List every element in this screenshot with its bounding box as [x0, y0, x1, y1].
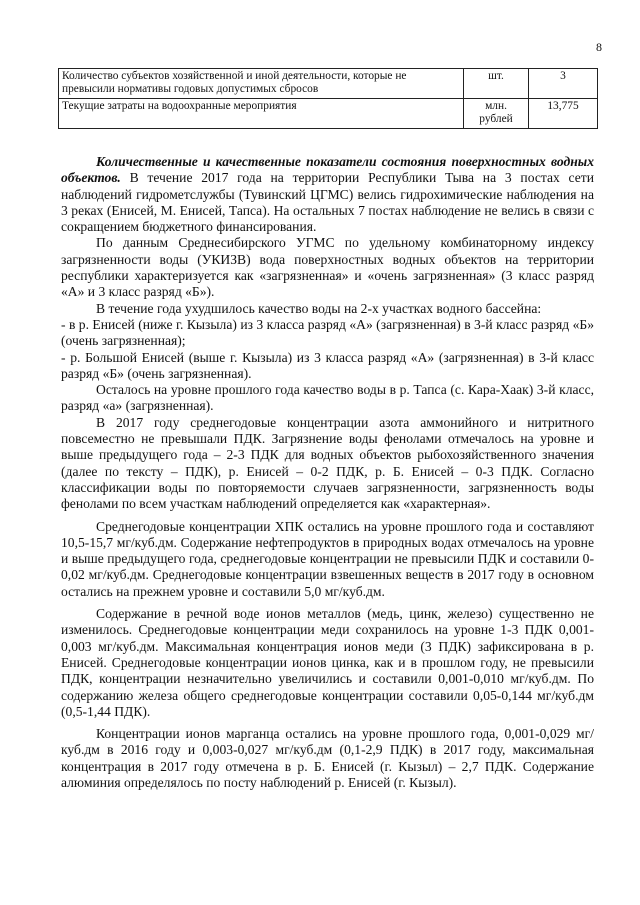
paragraph-cod-oil: Среднегодовые концентрации ХПК остались на уровне прошлого года и составляют 10,5-15,7 мг/куб.дм. Содержание нефтепродуктов в природных водах отмечалось на уровне и выше предыдущего года, среднегодовые концентрации не превысили ПДК и составили 0-0,02 мг/куб.дм. Среднегодовые концентрации взвешенных веществ в 2017 году в основном остались на прежнем уровне и составили 5,0 мг/куб.дм. — [61, 518, 594, 599]
paragraph-nitrogen-phenols: В 2017 году среднегодовые концентрации азота аммонийного и нитритного повсеместно не превышали ПДК. Загрязнение воды фенолами отмечалось на уровне и выше предыдущего года – 2-3 ПДК для водных объектов рыбохозяйственного значения (далее по тексту – ПДК), р. Енисей – 0-2 ПДК, р. Б. Енисей – 0-3 ПДК. Согласно классификации воды по повторяемости случаев загрязненности, загрязненность воды фенолами по всем участкам наблюдений определяется как «характерная». — [61, 414, 594, 512]
paragraph-ukizv: По данным Среднесибирского УГМС по удельному комбинаторному индексу загрязненности воды (УКИЗВ) вода поверхностных водных объектов на территории республики характеризуется как «загрязненная» и «очень загрязненная» (3 класс разряд «А» и 3 класс разряд «Б»). — [61, 235, 594, 300]
indicators-table — [58, 68, 598, 129]
table-cell-unit: млн. рублей — [464, 99, 529, 129]
table-cell-value: 13,775 — [529, 99, 598, 129]
list-item: - р. Большой Енисей (выше г. Кызыла) из 3 класса разряд «А» (загрязненная) в 3-й класс разряд «Б» (очень загрязненная). — [61, 349, 594, 381]
list-item: - в р. Енисей (ниже г. Кызыла) из 3 класса разряд «А» (загрязненная) в 3-й класс разряд «Б» (очень загрязненная); — [61, 316, 594, 349]
paragraph-surface-waters — [61, 154, 594, 235]
paragraph-manganese: Концентрации ионов марганца остались на уровне прошлого года, 0,001-0,029 мг/куб.дм в 2016 году и 0,003-0,027 мг/куб.дм (0,1-2,9 ПДК) в 2017 году, максимальная концентрация в 2017 году отмечена в р. Б. Енисей (г. Кызыл) – 2,7 ПДК. Содержание алюминия определялось по посту наблюдений р. Енисей (г. Кызыл). — [61, 726, 594, 790]
section-heading: Количественные и качественные показатели состояния поверхностных водных объектов. — [61, 154, 594, 186]
table-row — [59, 69, 598, 99]
paragraph-metals: Содержание в речной воде ионов металлов (медь, цинк, железо) существенно не изменилось. Среднегодовые концентрации меди сохранилось на уровне 1-3 ПДК 0,001-0,003 мг/куб.дм. Максимальная концентрация ионов меди (3 ПДК) зафиксирована в р. Енисей. Среднегодовые концентрации ионов цинка, как и в прошлом году, не превысили ПДК, концентрации незначительно увеличились и составили 0,001-0,010 мг/куб.дм. По содержанию железа общего среднегодовые концентрации составили 0,05-0,144 мг/куб.дм (0,5-1,44 ПДК). — [61, 606, 594, 719]
paragraph-tapsa: Осталось на уровне прошлого года качество воды в р. Тапса (с. Кара-Хаак) 3-й класс, разряд «а» (загрязненная). — [61, 382, 594, 414]
table-cell-value: 3 — [529, 69, 598, 99]
table-cell-indicator: Текущие затраты на водоохранные мероприятия — [59, 99, 464, 129]
table-cell-indicator: Количество субъектов хозяйственной и иной деятельности, которые не превысили нормативы годовых допустимых сбросов — [59, 69, 464, 99]
paragraph-quality-decline: В течение года ухудшилось качество воды на 2-х участках водного бассейна: — [96, 300, 542, 316]
table-row — [59, 99, 598, 129]
paragraph-text: В течение 2017 года на территории Республики Тыва на 3 постах сети наблюдений гидрометслужбы (Тувинский ЦГМС) велись гидрохимические наблюдения на 3 реках (Енисей, М. Енисей, Тапса). На остальных 7 постах наблюдение не велись в связи с сокращением бюджетного финансирования. — [61, 170, 594, 235]
page-number: 8 — [596, 40, 602, 54]
document-body — [61, 154, 594, 791]
table-cell-unit: шт. — [464, 69, 529, 99]
